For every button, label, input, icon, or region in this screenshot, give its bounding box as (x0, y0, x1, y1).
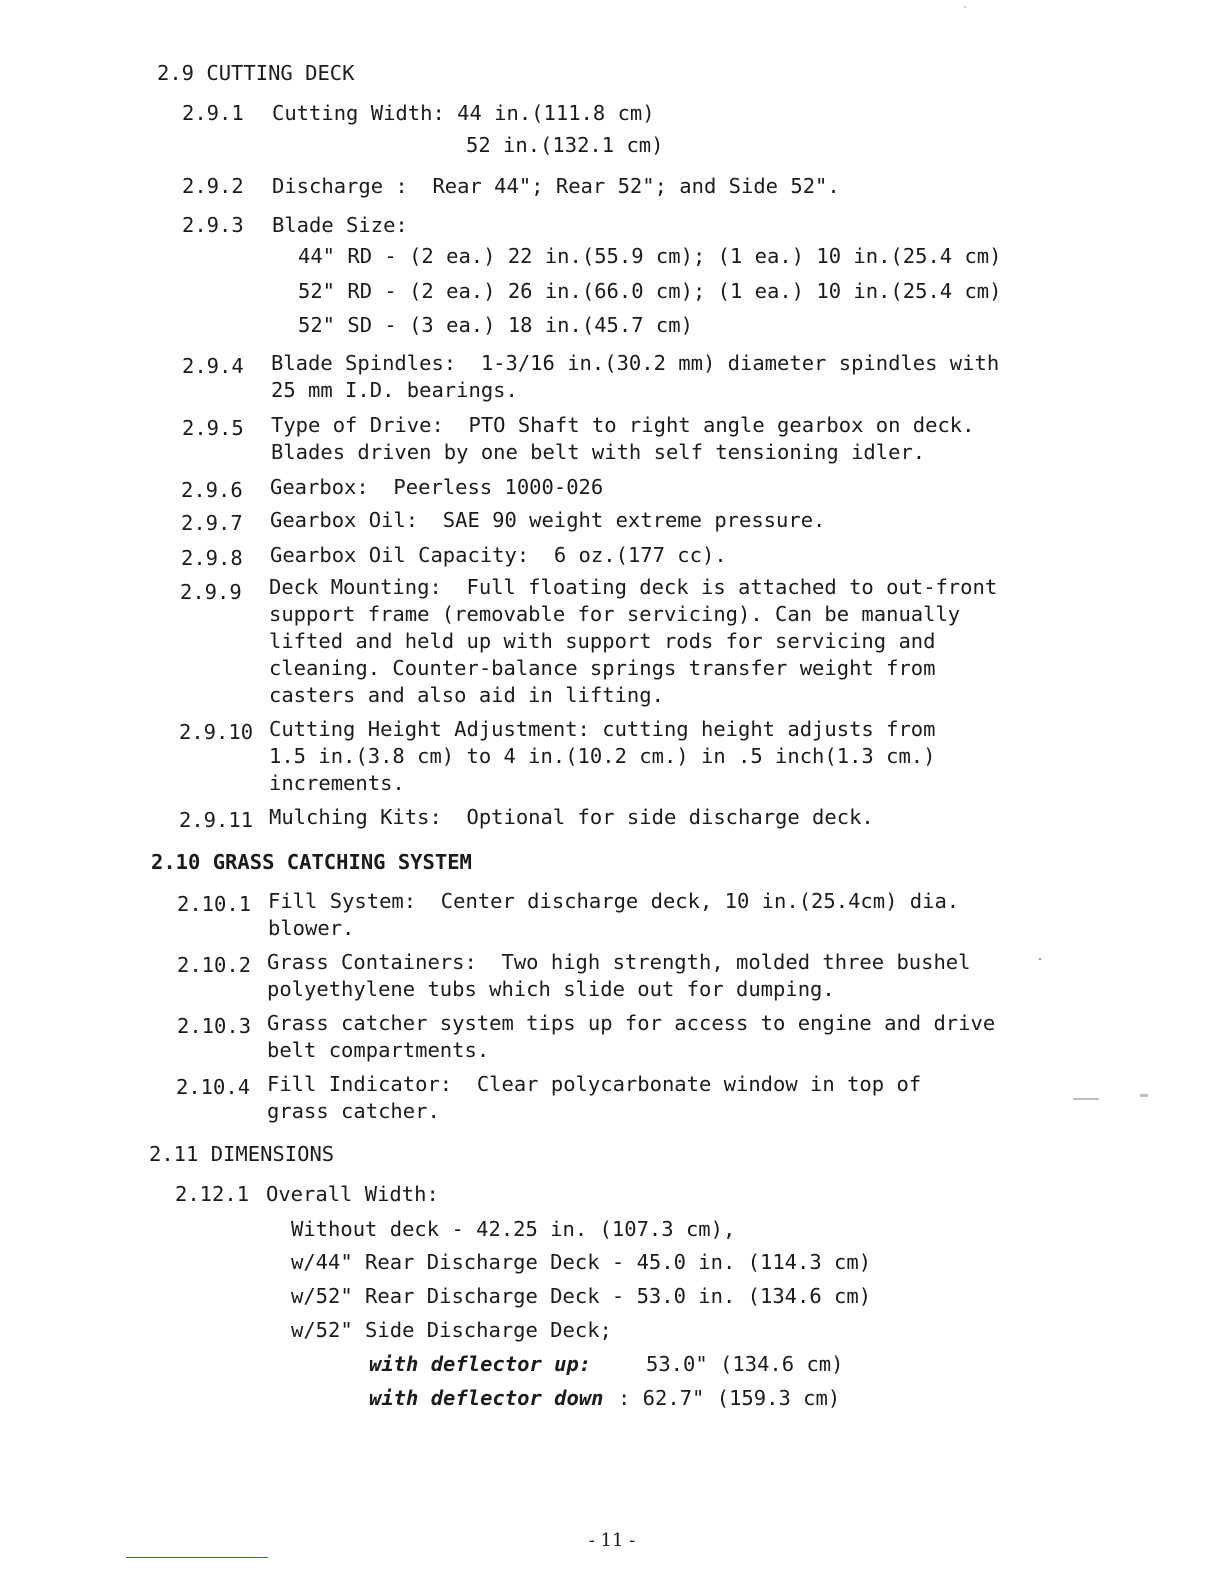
item-number: 2.9.4 (182, 354, 244, 378)
item-text-grass-containers: Grass Containers: Two high strength, molded three bushel polyethylene tubs which slide out for dumping. (267, 950, 971, 1001)
width-line: w/44" Rear Discharge Deck - 45.0 in. (114.3 cm) (291, 1250, 872, 1274)
item-text-deck-mounting: Deck Mounting: Full floating deck is attached to out-front support frame (removable for servicing). Can be manually lifted and held up with support rods for servicing and cleaning. Counter-balance springs transfer weight from casters and also aid in lifting. (269, 575, 998, 707)
item-text-gearbox: Gearbox: Peerless 1000-026 (270, 475, 604, 499)
item-number: 2.10.2 (177, 953, 252, 977)
item-text-gearbox-oil: Gearbox Oil: SAE 90 weight extreme pressure. (270, 508, 826, 532)
item-number: 2.10.1 (177, 892, 252, 916)
item-text-fill-system: Fill System: Center discharge deck, 10 in.(25.4cm) dia. blower. (268, 889, 960, 940)
item-text-tips-up: Grass catcher system tips up for access to engine and drive belt compartments. (267, 1011, 996, 1062)
item-number: 2.9.11 (179, 808, 254, 832)
footnote-rule (126, 1557, 268, 1558)
item-number: 2.9.1 (182, 101, 244, 125)
item-number: 2.9.8 (181, 546, 243, 570)
item-text-discharge: Discharge : Rear 44"; Rear 52"; and Side 52". (272, 174, 840, 198)
scan-speck (1039, 958, 1041, 960)
item-number: 2.9.2 (182, 174, 244, 198)
item-number: 2.9.7 (181, 511, 243, 535)
deflector-down-label: with deflector down (369, 1386, 604, 1410)
item-text-overall-width: Overall Width: (266, 1182, 439, 1206)
item-number: 2.10.3 (177, 1014, 252, 1038)
item-number: 2.10.4 (176, 1075, 251, 1099)
section-heading-grass-catching: 2.10 GRASS CATCHING SYSTEM (151, 850, 472, 874)
page-number: - 11 - (588, 1530, 636, 1551)
deflector-down-value: : 62.7" (159.3 cm) (618, 1386, 841, 1410)
deflector-up-value: 53.0" (134.6 cm) (646, 1352, 844, 1376)
item-text-fill-indicator: Fill Indicator: Clear polycarbonate window in top of grass catcher. (267, 1072, 922, 1123)
item-text-mulching-kits: Mulching Kits: Optional for side discharge deck. (269, 805, 874, 829)
width-line: Without deck - 42.25 in. (107.3 cm), (291, 1217, 736, 1241)
item-number: 2.9.5 (182, 416, 244, 440)
scan-speck (1140, 1094, 1148, 1097)
item-text-gearbox-oil-capacity: Gearbox Oil Capacity: 6 oz.(177 cc). (270, 543, 727, 567)
item-number: 2.9.10 (179, 720, 254, 744)
section-heading-cutting-deck: 2.9 CUTTING DECK (157, 61, 355, 85)
item-text-cutting-height: Cutting Height Adjustment: cutting height adjusts from 1.5 in.(3.8 cm) to 4 in.(10.2 cm.) in .5 inch(1.3 cm.) increments. (269, 717, 936, 795)
width-line: w/52" Side Discharge Deck; (291, 1318, 612, 1342)
section-heading-dimensions: 2.11 DIMENSIONS (149, 1142, 335, 1166)
item-number: 2.9.9 (180, 580, 242, 604)
scan-speck (964, 6, 966, 8)
blade-size-line: 52" RD - (2 ea.) 26 in.(66.0 cm); (1 ea.) 10 in.(25.4 cm) (298, 279, 1002, 303)
item-number: 2.12.1 (175, 1182, 250, 1206)
item-text-blade-spindles: Blade Spindles: 1-3/16 in.(30.2 mm) diameter spindles with 25 mm I.D. bearings. (271, 351, 1000, 402)
blade-size-line: 44" RD - (2 ea.) 22 in.(55.9 cm); (1 ea.) 10 in.(25.4 cm) (298, 244, 1002, 268)
item-number: 2.9.3 (182, 213, 244, 237)
blade-size-line: 52" SD - (3 ea.) 18 in.(45.7 cm) (298, 313, 693, 337)
item-text-cutting-width: Cutting Width: 44 in.(111.8 cm) (272, 101, 655, 125)
deflector-up-label: with deflector up: (369, 1352, 592, 1376)
width-line: w/52" Rear Discharge Deck - 53.0 in. (134.6 cm) (291, 1284, 872, 1308)
scan-speck (1073, 1098, 1099, 1100)
item-number: 2.9.6 (181, 478, 243, 502)
item-text-blade-size: Blade Size: (272, 213, 408, 237)
item-text-type-of-drive: Type of Drive: PTO Shaft to right angle gearbox on deck. Blades driven by one belt with self tensioning idler. (271, 413, 975, 464)
item-text-cutting-width-cont: 52 in.(132.1 cm) (466, 133, 664, 157)
